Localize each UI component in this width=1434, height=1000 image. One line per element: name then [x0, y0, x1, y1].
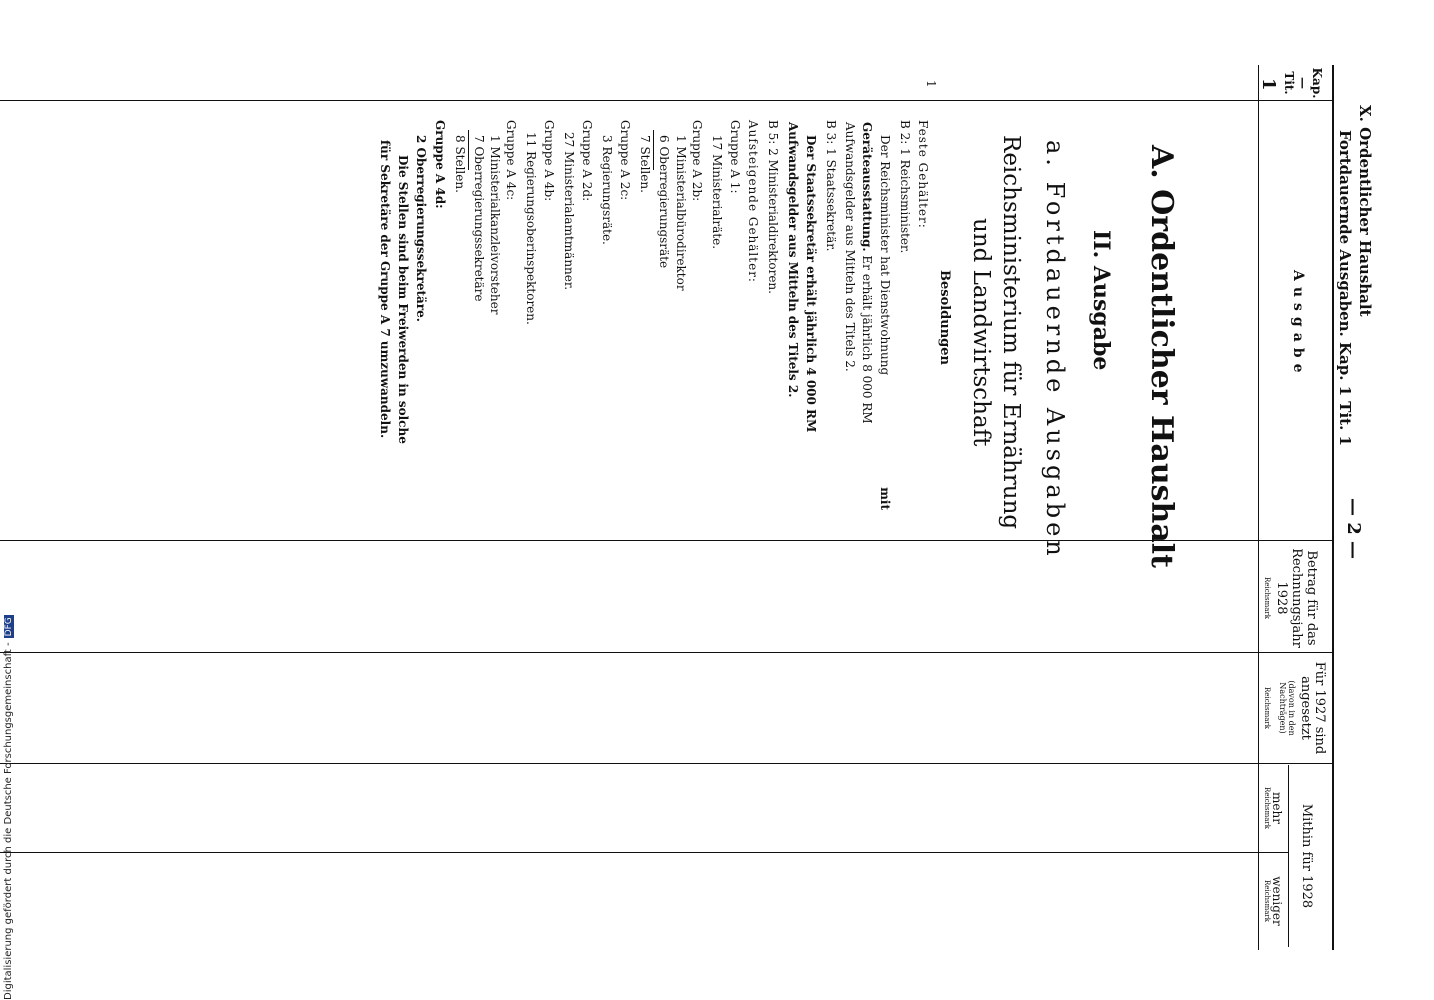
b2-note-1b: mit	[878, 487, 892, 510]
header-title: X. Ordentlicher Haushalt	[1356, 105, 1374, 317]
gruppe-a2c-entry: 3 Regierungsräte.	[600, 135, 614, 245]
weniger-unit: Reichsmark	[1263, 879, 1271, 923]
b2-note-2b: Er erhält jährlich 8 000 RM	[860, 255, 874, 424]
kap-tit-header	[1282, 66, 1324, 100]
fuer-1927-header: Für 1927 sind angesetzt	[1298, 661, 1327, 755]
ausgabe-header: Ausgabe	[1290, 270, 1306, 379]
digitization-footer	[3, 0, 19, 1000]
column-line-betrag	[0, 652, 1334, 653]
document-title: A. Ordentlicher Haushalt	[1144, 145, 1179, 569]
gruppe-a4d-note-2: für Sekretäre der Gruppe A 7 umzuwandeln.	[378, 140, 392, 439]
column-line-1927	[0, 763, 1334, 764]
kap-label: Kap.	[1310, 67, 1324, 99]
gruppe-a4b-entry: 11 Regierungsoberinspektoren.	[524, 132, 538, 325]
weniger-header: weniger	[1270, 876, 1284, 926]
b2-note-line-3: Aufwandsgelder aus Mitteln des Titels 2.	[843, 122, 857, 372]
kap-number: 1	[1258, 78, 1279, 91]
dfg-logo: DFG	[4, 617, 14, 637]
a4c-sum-line	[468, 130, 469, 170]
gruppe-a1-entry: 17 Ministerialräte.	[710, 135, 724, 250]
b2-note-line-1	[878, 135, 892, 510]
page-number: — 2 —	[1343, 498, 1364, 560]
kap-tit-divider: —	[1296, 77, 1310, 89]
gruppe-a1: Gruppe A 1:	[728, 120, 742, 194]
ministry-line-2: und Landwirtschaft	[968, 218, 994, 447]
b5-line: B 5: 2 Ministerialdirektoren.	[766, 120, 780, 294]
gruppe-a2b-entry-1: 1 Ministerialbürodirektor	[674, 135, 688, 291]
mehr-header: mehr	[1270, 792, 1284, 824]
column-line-ausgabe	[0, 540, 1334, 541]
gruppe-a4c-entry-3: 8 Stellen.	[453, 135, 467, 193]
fuer-1927-unit: Reichsmark	[1263, 686, 1271, 730]
gruppe-a4d: Gruppe A 4d:	[433, 120, 447, 209]
gruppe-a2b-entry-2: 6 Oberregierungsräte	[657, 135, 671, 269]
gruppe-a4b: Gruppe A 4b:	[542, 120, 556, 202]
mithin-header: Mithin für 1928	[1299, 803, 1314, 909]
footer-text: Digitalisierung gefördert durch die Deutsche Forschungsgemeinschaft -	[3, 642, 14, 1000]
gruppe-a4c-entry-2: 7 Oberregierungssekretäre	[472, 135, 486, 302]
subsection-heading: a. Fortdauernde Ausgaben	[1041, 140, 1069, 560]
gruppe-a4d-entry: 2 Oberregierungssekretäre.	[414, 135, 428, 322]
a2b-sum-line	[653, 130, 654, 170]
gruppe-a4c-entry-1: 1 Ministerialkanzleivorsteher	[488, 135, 502, 315]
gruppe-a2b-entry-3: 7 Stellen.	[638, 135, 652, 193]
column-line-kap	[0, 100, 1334, 101]
tit-label: Tit.	[1282, 71, 1296, 95]
gruppe-a2c: Gruppe A 2c:	[618, 120, 632, 201]
header-subtitle: Fortdauernde Ausgaben. Kap. 1 Tit. 1	[1336, 130, 1354, 446]
b2-note-1a: Der Reichsminister hat Dienstwohnung	[878, 135, 892, 376]
b2-note-2a: Geräteausstattung.	[860, 122, 874, 252]
mehr-unit: Reichsmark	[1263, 786, 1271, 830]
betrag-1928-unit: Reichsmark	[1263, 576, 1271, 620]
b3-line: B 3: 1 Staatssekretär.	[824, 120, 838, 252]
gruppe-a2d-entry: 27 Ministerialamtmänner.	[562, 132, 576, 291]
b2-line: B 2: 1 Reichsminister.	[898, 120, 912, 254]
column-line-mehr	[0, 852, 1289, 853]
fuer-1927-note: (davon in den Nachträgen)	[1278, 680, 1296, 736]
mithin-underline	[1288, 765, 1289, 947]
b2-note-line-2	[860, 122, 874, 424]
ministry-line-1: Reichsministerium für Ernährung	[998, 135, 1024, 530]
gruppe-a2b: Gruppe A 2b:	[690, 120, 704, 202]
gruppe-a2d: Gruppe A 2d:	[580, 120, 594, 202]
gruppe-a4d-note-1: Die Stellen sind beim Freiwerden in solche	[396, 155, 410, 444]
aufsteigende-gehaelter: Aufsteigende Gehälter:	[746, 120, 760, 283]
gruppe-a4c: Gruppe A 4c:	[504, 120, 518, 201]
b3-note-line-1: Der Staatssekretär erhält jährlich 4 000 RM	[804, 135, 818, 433]
section-heading: II. Ausgabe	[1088, 230, 1114, 371]
top-border-line	[1332, 65, 1334, 950]
feste-gehaelter: Feste Gehälter:	[916, 120, 930, 229]
betrag-1928-header: Betrag für das Rechnungsjahr 1928	[1274, 548, 1319, 648]
tit-number: 1	[924, 80, 938, 88]
b3-note-line-2: Aufwandsgelder aus Mitteln des Titels 2.	[786, 122, 800, 398]
header-separator-line	[1258, 65, 1259, 950]
besoldungen-heading: Besoldungen	[937, 270, 952, 365]
